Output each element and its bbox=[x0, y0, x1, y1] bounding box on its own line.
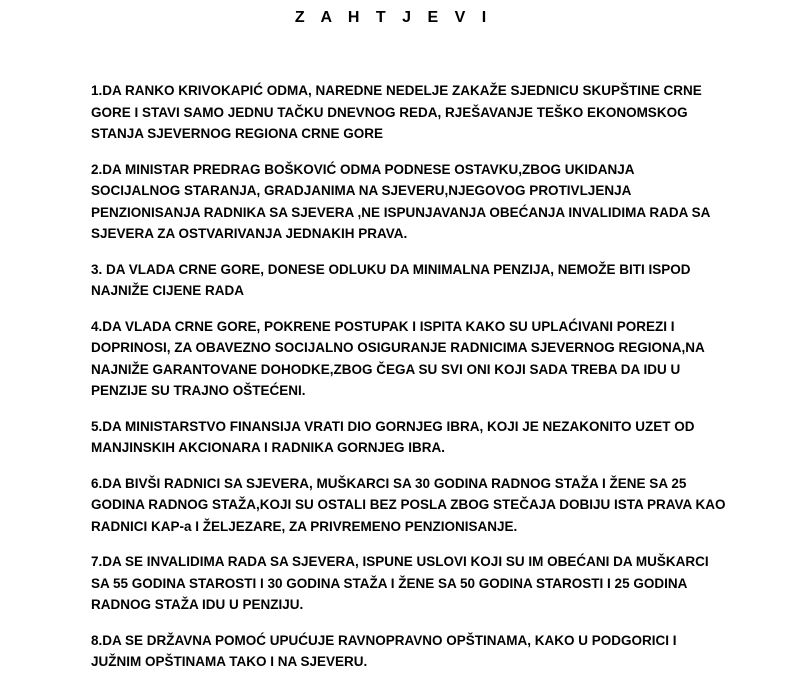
demand-item: 8.DA SE DRŽAVNA POMOĆ UPUĆUJE RAVNOPRAVNO OPŠTINAMA, KAKO U PODGORICI I JUŽNIM OPŠTINAMA TAKO I NA SJEVERU. bbox=[91, 632, 677, 669]
demands-list bbox=[91, 80, 731, 687]
demand-item: 3. DA VLADA CRNE GORE, DONESE ODLUKU DA MINIMALNA PENZIJA, NEMOŽE BITI ISPOD NAJNIŽE CIJENE RADA bbox=[91, 261, 691, 298]
demand-item: 4.DA VLADA CRNE GORE, POKRENE POSTUPAK I ISPITA KAKO SU UPLAĆIVANI POREZI I DOPRINOSI, ZA OBAVEZNO SOCIJALNO OSIGURANJE RADNICIMA SJEVERNOG REGIONA,NA NAJNIŽE GARANTOVANE DOHODKE,ZBOG ČEGA SU SVI ONI KOJI SADA TREBA DA IDU U PENZIJE SU TRAJNO OŠTEĆENI. bbox=[91, 318, 705, 398]
document-title: Z A H T J E V I bbox=[294, 9, 493, 26]
demand-item: 1.DA RANKO KRIVOKAPIĆ ODMA, NAREDNE NEDELJE ZAKAŽE SJEDNICU SKUPŠTINE CRNE GORE I STAVI SAMO JEDNU TAČKU DNEVNOG REDA, RJEŠAVANJE TEŠKO EKONOMSKOG STANJA SJEVERNOG REGIONA CRNE GORE bbox=[91, 83, 702, 141]
demand-item: 5.DA MINISTARSTVO FINANSIJA VRATI DIO GORNJEG IBRA, KOJI JE NEZAKONITO UZET OD MANJINSKIH AKCIONARA I RADNIKA GORNJEG IBRA. bbox=[91, 418, 695, 455]
demand-item: 6.DA BIVŠI RADNICI SA SJEVERA, MUŠKARCI SA 30 GODINA RADNOG STAŽA I ŽENE SA 25 GODINA RADNOG STAŽA,KOJI SU OSTALI BEZ POSLA ZBOG STEČAJA DOBIJU ISTA PRAVA KAO RADNICI KAP-a I ŽELJEZARE, ZA PRIVREMENO PENZIONISANJE. bbox=[91, 475, 726, 534]
demand-item: 7.DA SE INVALIDIMA RADA SA SJEVERA, ISPUNE USLOVI KOJI SU IM OBEĆANI DA MUŠKARCI SA 55 GODINA STAROSTI I 30 GODINA STAŽA I ŽENE SA 50 GODINA STAROSTI I 25 GODINA RADNOG STAŽA IDU U PENZIJU. bbox=[91, 554, 709, 612]
demand-item: 2.DA MINISTAR PREDRAG BOŠKOVIĆ ODMA PODNESE OSTAVKU,ZBOG UKIDANJA SOCIJALNOG STARANJA, GRADJANIMA NA SJEVERU,NJEGOVOG PROTIVLJENJA PENZIONISANJA RADNIKA SA SJEVERA ,NE ISPUNJAVANJA OBEĆANJA INVALIDIMA RADA SA SJEVERA ZA OSTVARIVANJA JEDNAKIH PRAVA. bbox=[91, 161, 711, 241]
